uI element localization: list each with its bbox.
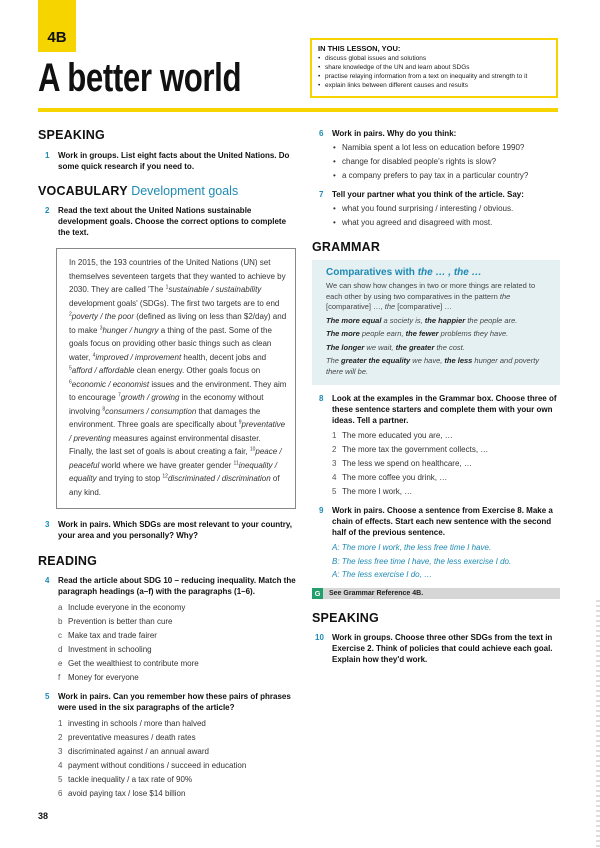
vocabulary-subtitle: Development goals [131, 184, 239, 198]
list-item: • Namibia spent a lot less on education before 1990? [312, 141, 560, 155]
list-item: 3 discriminated against / an annual award [58, 747, 209, 756]
grammar-example: The longer we wait, the greater the cost. [326, 342, 465, 352]
list-item: • change for disabled people's rights is slow? [312, 155, 560, 169]
reading-heading: READING [38, 554, 98, 568]
exercise-number: 8 [319, 394, 324, 403]
vocabulary-heading [38, 184, 296, 198]
list-item: 2 The more tax the government collects, … [332, 445, 489, 454]
list-item: b Prevention is better than cure [58, 617, 173, 626]
list-item: c Make tax and trade fairer [58, 631, 157, 640]
lesson-goal: • share knowledge of the UN and learn about SDGs [318, 63, 550, 72]
list-item: f Money for everyone [58, 673, 139, 682]
lesson-goals-box [310, 38, 558, 98]
page-edge-decoration [596, 600, 600, 848]
exercise-instruction: Look at the examples in the Grammar box. Choose three of these sentence starters and complete them with your own ideas. Tell a partner. [332, 394, 557, 425]
grammar-reference-icon: G [312, 588, 323, 599]
ex6-list [312, 141, 560, 183]
lesson-goal: • practise relaying information from a text on inequality and strength to it [318, 72, 550, 81]
list-item: 4 payment without conditions / succeed in education [58, 761, 247, 770]
exercise-9 [312, 505, 560, 538]
exercise-10 [312, 632, 560, 665]
list-item: 5 tackle inequality / a tax rate of 90% [58, 775, 193, 784]
grammar-explanation: We can show how changes in two or more things are related to each other by using two comparatives in the pattern the [comparative] …, the [comparative] … [326, 281, 536, 311]
exercise-1 [38, 150, 296, 172]
speaking-heading-2: SPEAKING [312, 610, 379, 625]
option-choice[interactable]: preventative / preventing [69, 420, 286, 443]
exercise-3 [38, 519, 296, 541]
option-choice[interactable]: economic / economist [71, 379, 150, 389]
option-choice[interactable]: afford / affordable [71, 366, 135, 375]
list-item: 1 investing in schools / more than halved [58, 719, 206, 728]
grammar-example: The more people earn, the fewer problems they have. [326, 329, 509, 338]
list-item: • a company prefers to pay tax in a particular country? [312, 169, 560, 183]
exercise-7 [312, 189, 560, 200]
list-item: 5 The more I work, … [332, 487, 413, 496]
exercise-5 [38, 691, 296, 713]
grammar-box-title: Comparatives with the … , the … [326, 267, 482, 278]
grammar-reference-label: See Grammar Reference 4B. [323, 588, 560, 599]
sentence-starters-list [312, 429, 560, 499]
phrase-pairs-list [38, 717, 296, 801]
lesson-goal: • explain links between different causes and results [318, 81, 550, 90]
header-divider [38, 108, 558, 112]
exercise-number: 7 [319, 190, 324, 199]
example-line: B: The less free time I have, the less exercise I do. [332, 556, 512, 566]
exercise-number: 3 [45, 520, 50, 529]
exercise-instruction: Work in pairs. Choose a sentence from Exercise 8. Make a chain of effects. Start each new sentence with the second half of the previous sentence. [332, 506, 553, 537]
grammar-heading: GRAMMAR [312, 240, 381, 254]
exercise-number: 4 [45, 576, 50, 585]
option-choice[interactable]: hunger / hungry [102, 325, 159, 335]
list-item: d Investment in schooling [58, 645, 152, 654]
sdg-reading-text: In 2015, the 193 countries of the United Nations (UN) set themselves seventeen targets that they wanted to achieve by 2030. They are called 'The $^1$sustainable / sustainability development goals' (SDGs). The first two targets are to end $^2$poverty / the poor (defined as living on less than $2/day) and to make $^3$hunger / hungry a thing of the past. Some of the goals focus on providing other basic things such as clean water, $^4$improved / improvement health, decent jobs and $^5$afford / affordable clean energy. Other goals focus on $^6$economic / economist issues and the environment. They aim to encourage $^7$growth / growing in the economy without involving $^8$consumers / consumption that damages the environment. Three goals are specifically about $^9$preventative / preventing measures against environmental disaster. Finally, the last set of goals is about creating a fair, $^{10}$peace / peaceful world where we have greater gender $^{11}$inequality / equality and trying to stop $^{12}$discriminated / discrimination of any kind. [56, 248, 296, 509]
exercise-instruction: Read the text about the United Nations sustainable development goals. Choose the correct options to complete the text. [58, 206, 287, 237]
page-title: A better world [38, 56, 242, 100]
ex7-list [312, 202, 560, 230]
example-line: A: The more I work, the less free time I have. [332, 543, 492, 552]
grammar-example: The more equal a society is, the happier the people are. [326, 315, 518, 325]
exercise-8 [312, 393, 560, 426]
exercise-2 [38, 205, 296, 238]
option-choice[interactable]: peace / peaceful [69, 447, 282, 470]
option-choice[interactable]: sustainable / sustainability [168, 285, 262, 294]
exercise-number: 1 [45, 151, 50, 160]
exercise-instruction: Work in pairs. Why do you think: [332, 129, 457, 138]
vocabulary-title: VOCABULARY [38, 184, 128, 198]
list-item: 3 The less we spend on healthcare, … [332, 459, 472, 468]
exercise-instruction: Work in pairs. Can you remember how these pairs of phrases were used in the six paragraphs of the article? [58, 692, 291, 712]
speaking-heading: SPEAKING [38, 128, 105, 142]
exercise-instruction: Work in groups. Choose three other SDGs from the text in Exercise 2. Think of policies that could achieve each goal. Explain how they'd work. [332, 632, 553, 664]
option-choice[interactable]: consumers / consumption [105, 406, 197, 416]
example-chain [312, 541, 560, 582]
exercise-number: 6 [319, 129, 324, 138]
paragraph-headings-list [38, 601, 296, 685]
option-choice[interactable]: poverty / the poor [71, 312, 135, 321]
page-number: 38 [38, 811, 49, 821]
exercise-number: 5 [45, 692, 50, 701]
left-column [38, 128, 296, 801]
example-line: A: The less exercise I do, … [332, 570, 433, 579]
list-item: • what you found surprising / interesting / obvious. [312, 202, 560, 216]
unit-label: 4B [47, 29, 67, 46]
grammar-box [312, 260, 560, 385]
list-item: 1 The more educated you are, … [332, 431, 453, 440]
right-column [312, 128, 560, 665]
exercise-instruction: Tell your partner what you think of the article. Say: [332, 190, 524, 199]
option-choice[interactable]: growth / growing [120, 393, 180, 402]
exercise-number: 2 [45, 206, 50, 215]
option-choice[interactable]: discriminated / discrimination [167, 474, 271, 483]
unit-tab [38, 0, 76, 52]
exercise-instruction: Read the article about SDG 10 – reducing inequality. Match the paragraph headings (a–f) with the paragraphs (1–6). [58, 576, 296, 596]
list-item: 6 avoid paying tax / lose $14 billion [58, 789, 186, 798]
exercise-instruction: Work in groups. List eight facts about the United Nations. Do some quick research if you need to. [58, 151, 290, 171]
list-item: 4 The more coffee you drink, … [332, 473, 448, 482]
option-choice[interactable]: improved / improvement [95, 352, 182, 362]
exercise-4 [38, 575, 296, 597]
list-item: • what you agreed and disagreed with most. [312, 216, 560, 230]
exercise-6 [312, 128, 560, 139]
list-item: 2 preventative measures / death rates [58, 733, 196, 742]
lesson-goal: • discuss global issues and solutions [318, 54, 550, 63]
exercise-number: 10 [315, 632, 324, 642]
grammar-reference-link[interactable] [312, 588, 560, 599]
list-item: a Include everyone in the economy [58, 603, 186, 612]
lesson-goals-list [318, 54, 550, 90]
grammar-example: The greater the equality we have, the less hunger and poverty there will be. [326, 356, 540, 376]
exercise-number: 9 [319, 506, 324, 515]
lesson-goals-title: IN THIS LESSON, YOU: [318, 44, 401, 53]
option-choice[interactable]: inequality / equality [69, 460, 277, 483]
exercise-instruction: Work in pairs. Which SDGs are most relevant to your country, your area and you personally? Why? [58, 520, 292, 540]
list-item: e Get the wealthiest to contribute more [58, 659, 199, 668]
